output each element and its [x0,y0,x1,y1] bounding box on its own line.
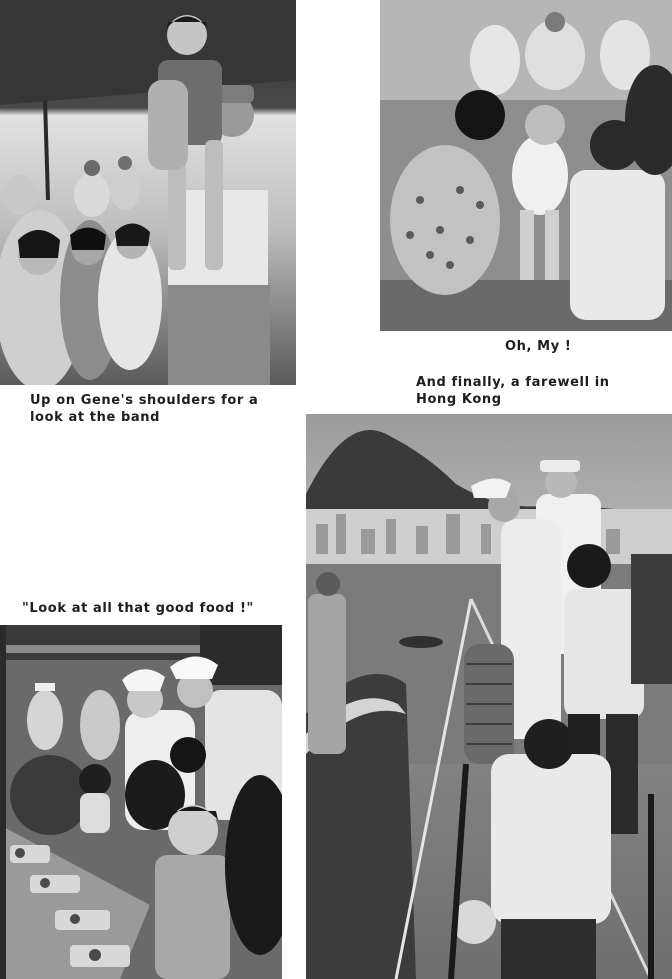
photo-child-being-fed [380,0,672,331]
photo-children-at-food-line [0,625,282,979]
caption-good-food: "Look at all that good food !" [22,601,254,616]
caption-shoulders: Up on Gene's shoulders for a look at the band [30,393,259,425]
caption-farewell: And finally, a farewell in Hong Kong [416,375,610,407]
caption-oh-my: Oh, My ! [505,339,572,354]
photo-child-on-shoulders [0,0,296,385]
photo-farewell-hong-kong [306,414,672,979]
